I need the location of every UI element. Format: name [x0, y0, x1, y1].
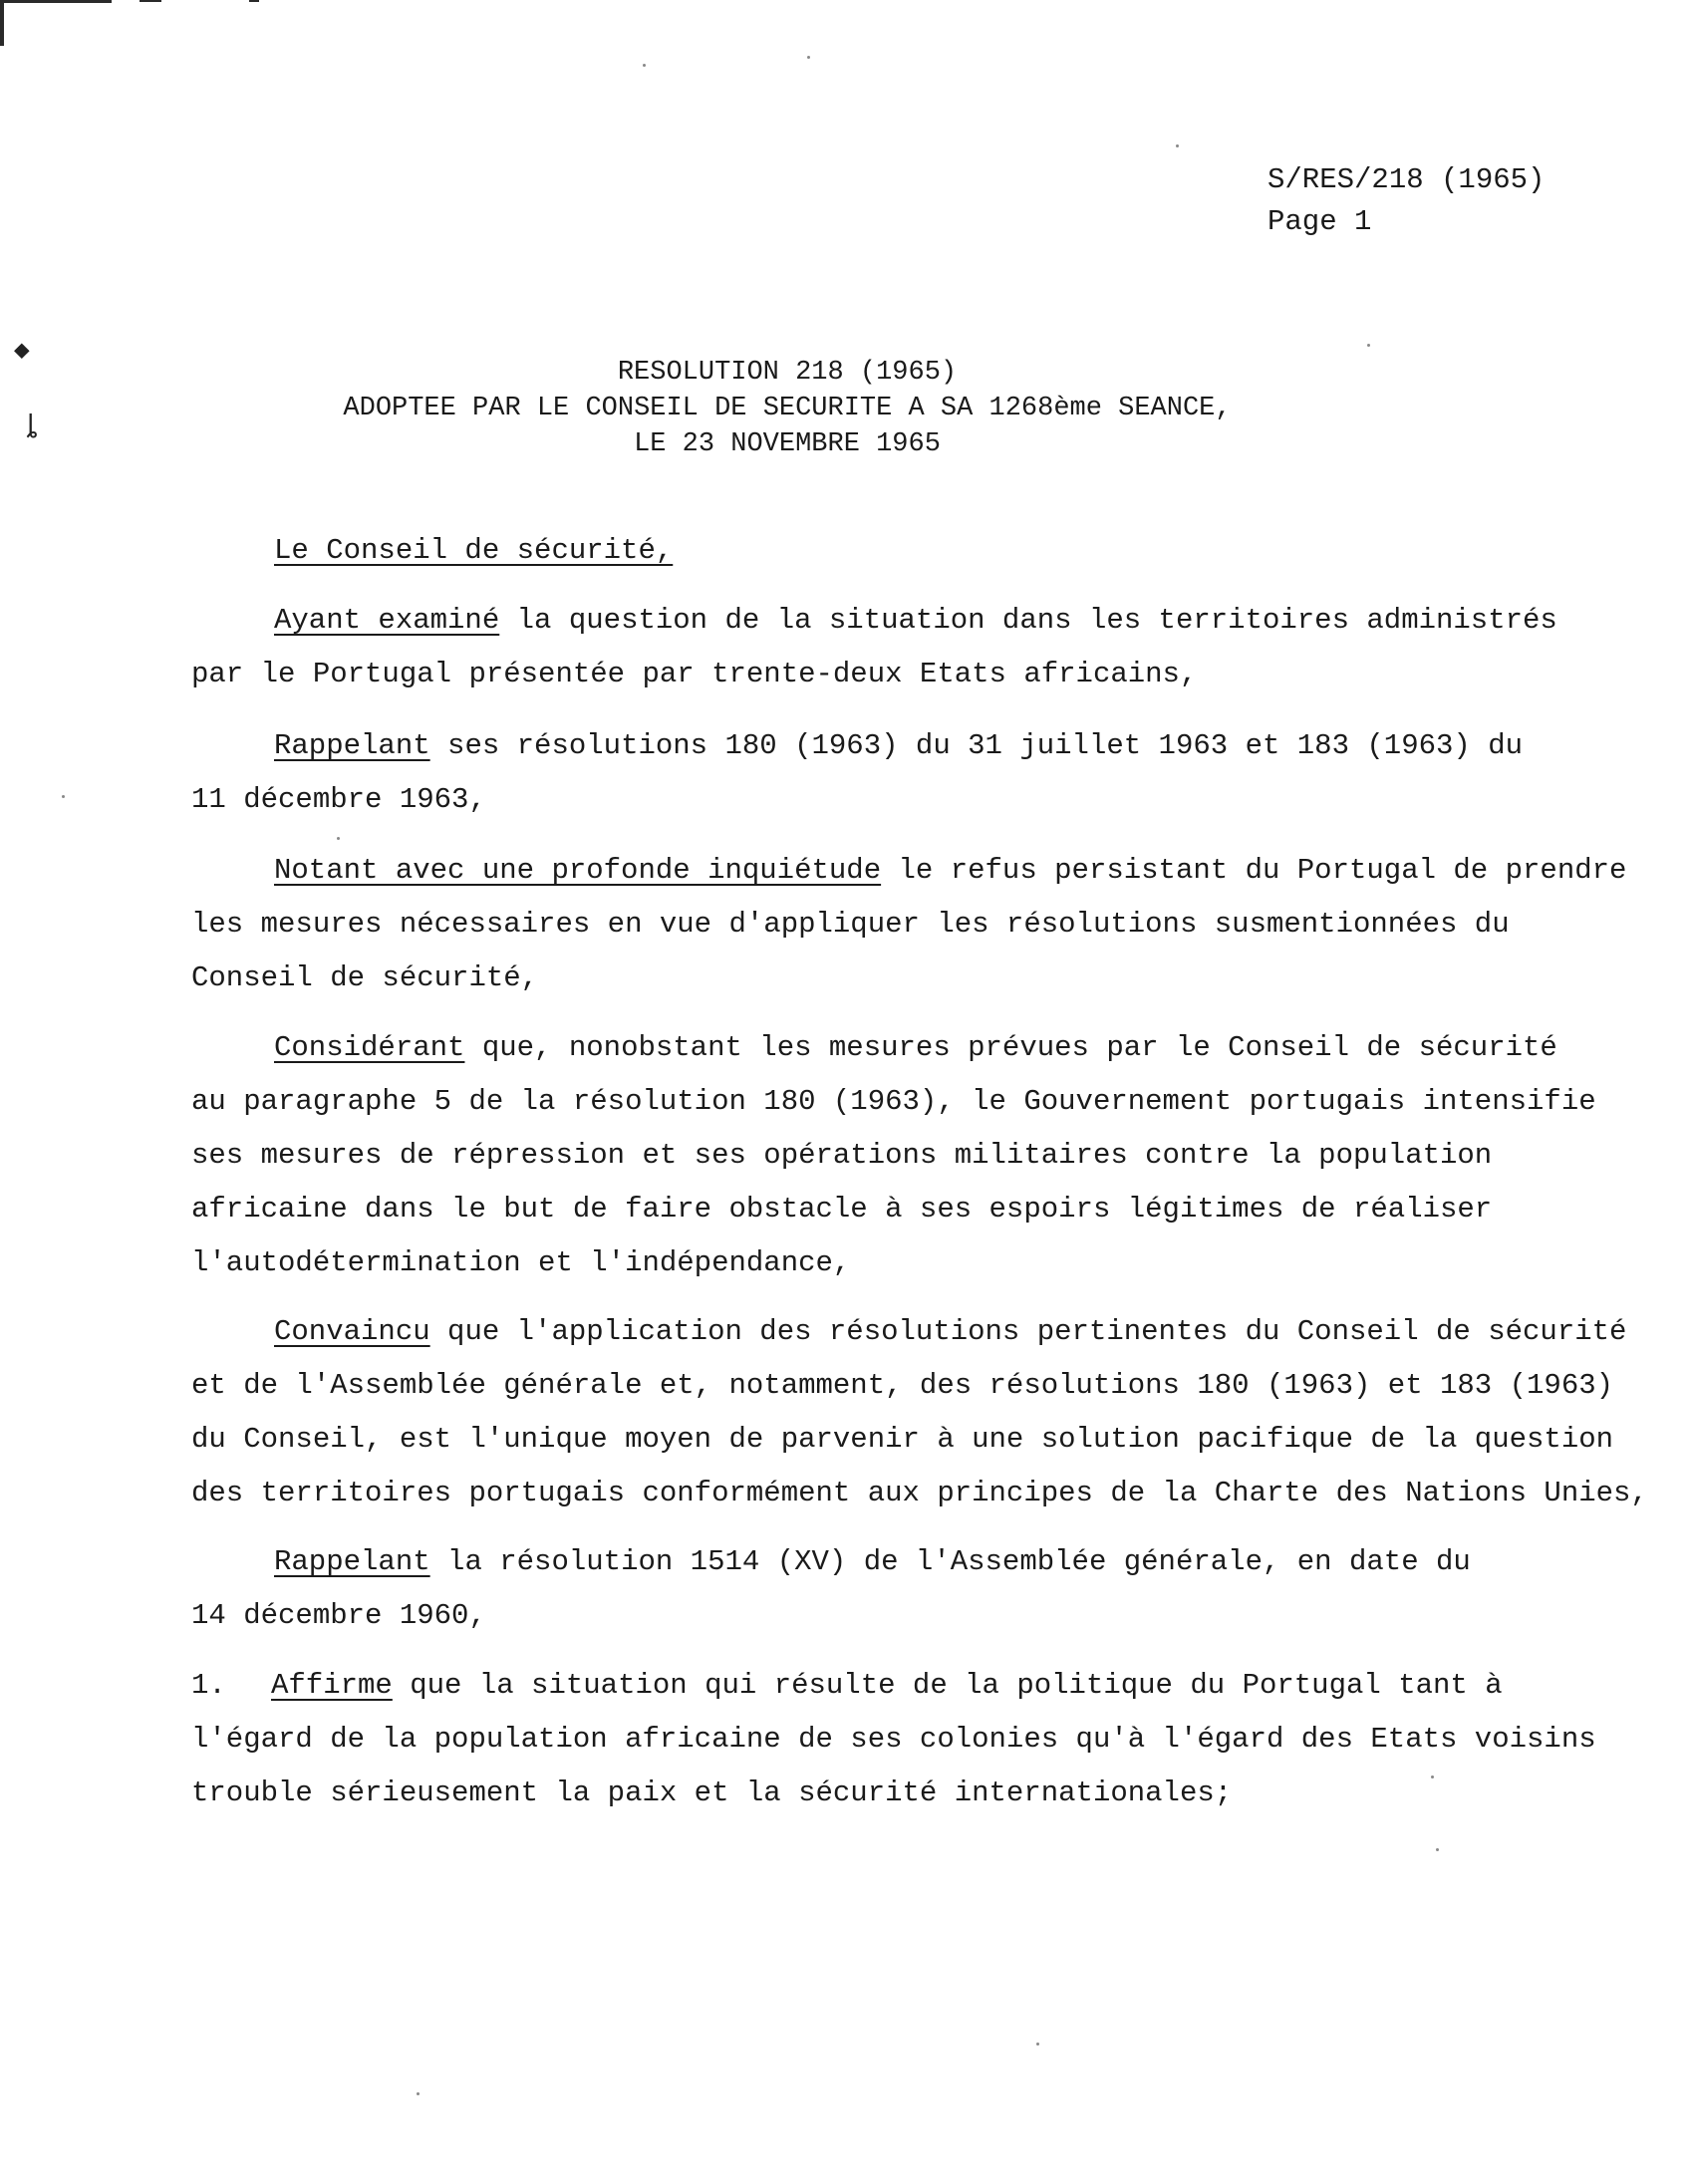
- paragraph-lead: Rappelant: [274, 729, 430, 762]
- paragraph-lead: Considérant: [274, 1031, 465, 1064]
- paragraph-lead: Ayant examiné: [274, 604, 500, 637]
- paragraph-lead: Rappelant: [274, 1545, 430, 1578]
- paragraph-line: 14 décembre 1960,: [191, 1599, 486, 1632]
- paragraph-lead: Convaincu: [274, 1315, 430, 1348]
- title-line-2: ADOPTEE PAR LE CONSEIL DE SECURITE A SA 1268ème SEANCE,: [343, 394, 1232, 423]
- margin-scribble-icon: ȴ: [24, 410, 40, 440]
- scan-corner-mark-vertical: [0, 0, 4, 46]
- paragraph-notant: Notant avec une profonde inquiétude le refus persistant du Portugal de prendre les mesures nécessaires en vue d'appliquer les résolutions susmentionnées du Conseil de sécurité,: [191, 844, 1626, 1005]
- paragraph-line: l'autodétermination et l'indépendance,: [191, 1246, 851, 1279]
- paragraph-line: et de l'Assemblée générale et, notamment, des résolutions 180 (1963) et 183 (1963): [191, 1369, 1614, 1402]
- scan-speck: [1367, 344, 1370, 347]
- paragraph-rappelant-2: Rappelant la résolution 1514 (XV) de l'Assemblée générale, en date du 14 décembre 1960,: [191, 1535, 1471, 1643]
- scan-speck: [337, 837, 340, 840]
- scan-speck: [807, 56, 810, 59]
- paragraph-lead: Affirme: [271, 1669, 393, 1702]
- paragraph-line: 11 décembre 1963,: [191, 783, 486, 816]
- scan-speck: [1176, 144, 1179, 147]
- paragraph-line: par le Portugal présentée par trente-deux Etats africains,: [191, 658, 1198, 690]
- paragraph-line: trouble sérieusement la paix et la sécurité internationales;: [191, 1776, 1233, 1809]
- opening-text: Le Conseil de sécurité,: [274, 534, 674, 567]
- scan-speck: [1036, 2043, 1039, 2046]
- paragraph-line: les mesures nécessaires en vue d'appliquer les résolutions susmentionnées du: [191, 908, 1510, 941]
- paragraph-convaincu: Convaincu que l'application des résolutions pertinentes du Conseil de sécurité et de l'Assemblée générale et, notamment, des résolutions 180 (1963) et 183 (1963) du Conseil, est l'unique moyen de parvenir à une solution pacifique de la question des territoires portugais conformément aux principes de la Charte des Nations Unies,: [191, 1305, 1648, 1520]
- paragraph-line: africaine dans le but de faire obstacle à ses espoirs légitimes de réaliser: [191, 1193, 1493, 1226]
- scan-corner-dash: [140, 0, 161, 2]
- paragraph-considerant: Considérant que, nonobstant les mesures prévues par le Conseil de sécurité au paragraphe 5 de la résolution 180 (1963), le Gouvernement portugais intensifie ses mesures de répression et ses opérations militaires contre la population africaine dans le but de faire obstacle à ses espoirs légitimes de réaliser l'autodétermination et l'indépendance,: [191, 1021, 1596, 1290]
- operative-paragraph-1: 1. Affirme que la situation qui résulte de la politique du Portugal tant à l'égard de la population africaine de ses colonies qu'à l'égard des Etats voisins trouble sérieusement la paix et la sécurité internationales;: [191, 1659, 1596, 1820]
- paragraph-line: au paragraphe 5 de la résolution 180 (1963), le Gouvernement portugais intensifie: [191, 1085, 1596, 1118]
- scan-speck: [643, 64, 646, 67]
- page-number: Page 1: [1268, 205, 1372, 238]
- scan-speck: [1436, 1848, 1439, 1851]
- paragraph-rappelant-1: Rappelant ses résolutions 180 (1963) du 31 juillet 1963 et 183 (1963) du 11 décembre 1963,: [191, 719, 1523, 827]
- paragraph-line: du Conseil, est l'unique moyen de parvenir à une solution pacifique de la question: [191, 1423, 1614, 1456]
- opening-line: [274, 524, 673, 578]
- title-line-1: RESOLUTION 218 (1965): [617, 358, 958, 388]
- title-line-3: LE 23 NOVEMBRE 1965: [634, 429, 941, 459]
- paragraph-line: ses mesures de répression et ses opérations militaires contre la population: [191, 1139, 1493, 1172]
- paragraph-line: Conseil de sécurité,: [191, 961, 539, 994]
- paragraph-line: l'égard de la population africaine de ses colonies qu'à l'égard des Etats voisins: [191, 1723, 1596, 1756]
- margin-arrow-icon: ◆: [14, 336, 30, 366]
- paragraph-line: des territoires portugais conformément aux principes de la Charte des Nations Unies,: [191, 1477, 1648, 1509]
- resolution-title: [199, 355, 1375, 462]
- paragraph-lead: Notant avec une profonde inquiétude: [274, 854, 882, 887]
- document-reference: [1268, 159, 1545, 243]
- scan-speck: [417, 2092, 420, 2095]
- operative-number: 1.: [191, 1669, 226, 1702]
- paragraph-ayant-examine: Ayant examiné la question de la situation dans les territoires administrés par le Portugal présentée par trente-deux Etats africains,: [191, 594, 1557, 701]
- scan-corner-dash: [249, 0, 259, 2]
- document-symbol: S/RES/218 (1965): [1268, 163, 1546, 196]
- scan-speck: [62, 795, 65, 798]
- scan-corner-mark-horizontal: [0, 0, 112, 3]
